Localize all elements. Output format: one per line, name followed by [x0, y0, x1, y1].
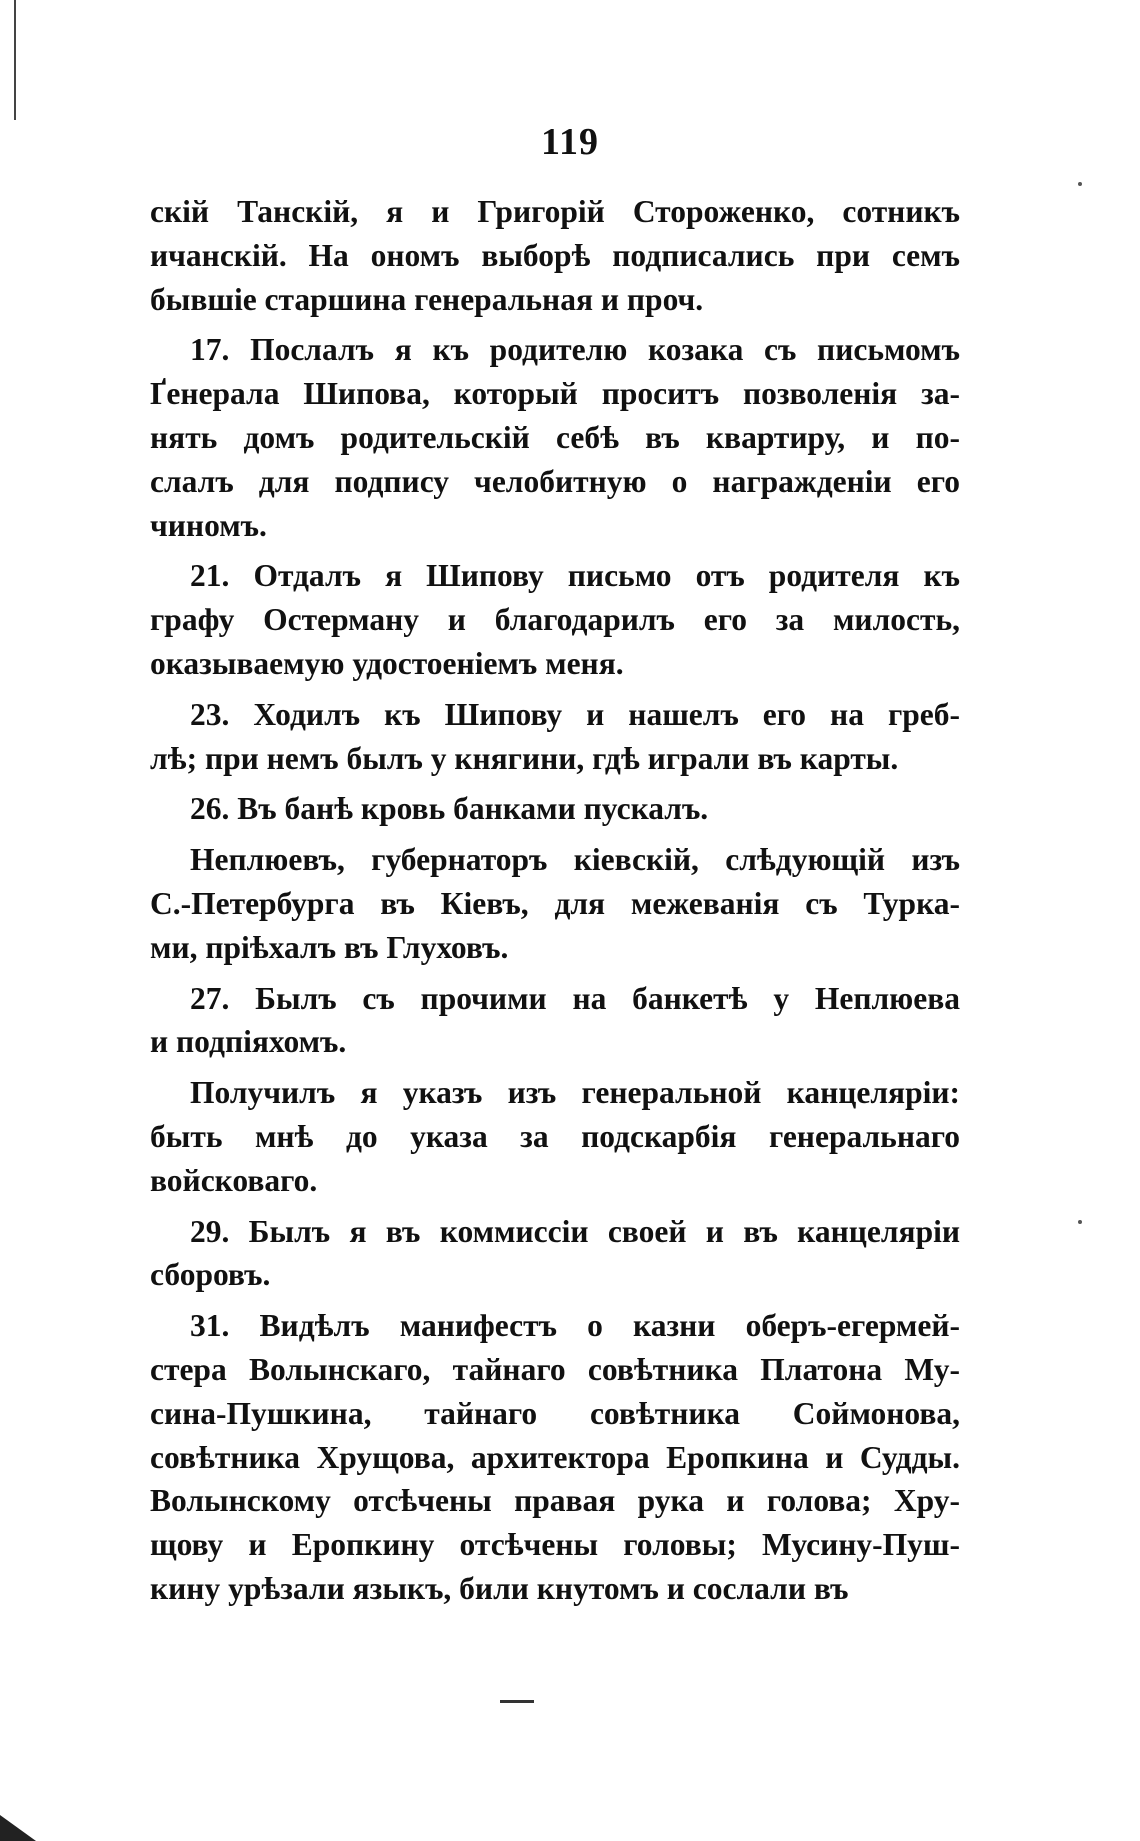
paragraph — [150, 1210, 960, 1298]
text-line: войсковаго. — [150, 1162, 318, 1198]
text-line: быть мнѣ до указа за подскарбія генеральнаго — [150, 1118, 960, 1154]
text-line: кину урѣзали языкъ, били кнутомъ и сослали въ — [150, 1570, 849, 1606]
body-text — [150, 190, 960, 1611]
text-line: Волынскому отсѣчены правая рука и голова; Хру- — [150, 1483, 960, 1519]
text-line: 17. Послалъ я къ родителю козака съ письмомъ — [190, 332, 960, 368]
text-line: 31. Видѣлъ манифестъ о казни оберъ-егермей- — [190, 1308, 960, 1344]
text-line: 23. Ходилъ къ Шипову и нашелъ его на греб- — [190, 696, 960, 732]
text-line: стера Волынскаго, тайнаго совѣтника Платона Му- — [150, 1351, 960, 1387]
paragraph — [150, 838, 960, 969]
text-line: 26. Въ банѣ кровь банками пускалъ. — [190, 791, 709, 827]
text-line: графу Остерману и благодарилъ его за милость, — [150, 602, 960, 638]
paragraph — [150, 1071, 960, 1202]
paragraph — [150, 554, 960, 685]
speck — [1078, 1220, 1082, 1224]
text-line: нять домъ родительскій себѣ въ квартиру, и по- — [150, 419, 960, 455]
text-line: слалъ для подпису челобитную о награжденіи его — [150, 463, 960, 499]
text-line: бывшіе старшина генеральная и проч. — [150, 281, 704, 317]
paragraph — [150, 190, 960, 321]
text-line: 27. Былъ съ прочими на банкетѣ у Неплюева — [190, 980, 960, 1016]
text-line: щову и Еропкину отсѣчены головы; Мусину-Пуш- — [150, 1527, 960, 1563]
text-line: сборовъ. — [150, 1257, 271, 1293]
text-line: чиномъ. — [150, 507, 267, 543]
text-line: и подпіяхомъ. — [150, 1024, 347, 1060]
text-line: Неплюевъ, губернаторъ кіевскій, слѣдующій изъ — [190, 842, 960, 878]
page-number: 119 — [541, 121, 599, 163]
text-line: Получилъ я указъ изъ генеральной канцеляріи: — [190, 1075, 960, 1111]
corner-triangle-icon — [0, 1815, 36, 1841]
text-line: сина-Пушкина, тайнаго совѣтника Соймонова, — [150, 1395, 960, 1431]
text-line: Ґенерала Шипова, который проситъ позволенія за- — [150, 376, 960, 412]
text-line: 21. Отдалъ я Шипову письмо отъ родителя къ — [190, 558, 960, 594]
text-line: лѣ; при немъ былъ у княгини, гдѣ играли въ карты. — [150, 740, 899, 776]
paragraph — [150, 787, 960, 831]
page-edge-line — [14, 0, 16, 120]
text-line: оказываемую удостоеніемъ меня. — [150, 645, 624, 681]
text-line: С.-Петербурга въ Кіевъ, для межеванія съ Турка- — [150, 885, 960, 921]
text-line: ми, пріѣхалъ въ Глуховъ. — [150, 929, 509, 965]
footer-dash — [500, 1700, 534, 1703]
speck — [1078, 182, 1082, 186]
paragraph — [150, 1304, 960, 1611]
text-line: 29. Былъ я въ коммиссіи своей и въ канцеляріи — [190, 1213, 960, 1249]
paragraph — [150, 977, 960, 1065]
text-line: ичанскій. На ономъ выборѣ подписались при семъ — [150, 237, 960, 273]
text-line: скій Танскій, я и Григорій Стороженко, сотникъ — [150, 194, 960, 229]
paragraph — [150, 693, 960, 781]
paragraph — [150, 328, 960, 547]
text-line: совѣтника Хрущова, архитектора Еропкина и Судды. — [150, 1439, 960, 1475]
